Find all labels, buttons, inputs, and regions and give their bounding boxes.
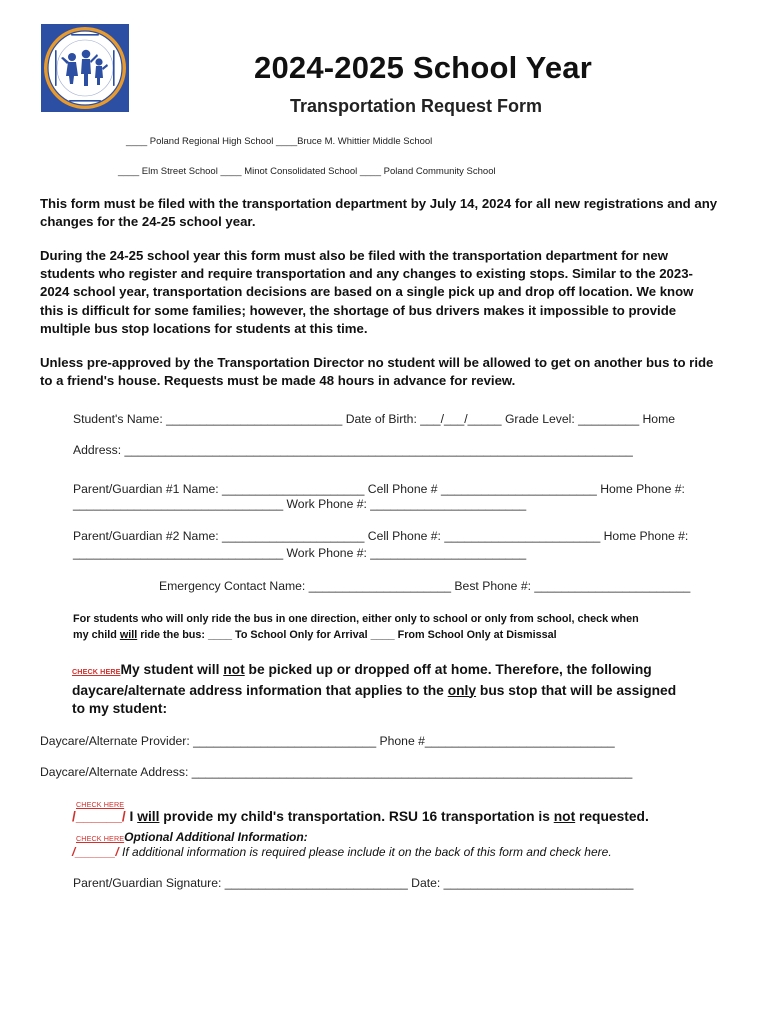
page-title: 2024-2025 School Year: [254, 50, 592, 85]
guardian-2-name-field: Parent/Guardian #2 Name: _____________________ Cell Phone #: _______________________ Home Phone #:: [73, 529, 689, 543]
policy-paragraph: During the 24-25 school year this form must also be filed with the transportation department for new students who register and require transportation and any changes to existing stops. Similar to the 2023-2024 school year, transportation decisions are based on a single pick up and drop off location. We know this is difficult for some families; however, the shortage of bus drivers makes it impossible to provide multiple bus stop locations for students at this time.: [40, 248, 694, 336]
one-direction-line-2: [73, 628, 703, 644]
own-transport-check-here[interactable]: CHECK HERE: [76, 800, 125, 809]
daycare-text-not: not: [223, 662, 245, 677]
form-subtitle: Transportation Request Form: [290, 96, 543, 116]
own-transport-text-b: provide my child's transportation. RSU 16 transportation is: [159, 809, 554, 824]
emergency-contact-field: Emergency Contact Name: _____________________ Best Phone #: _______________________: [159, 579, 691, 593]
daycare-statement: [72, 661, 692, 719]
approval-paragraph: Unless pre-approved by the Transportation Director no student will be allowed to get on another bus to ride to a friend's house. Requests must be made 48 hours in advance for review.: [40, 355, 714, 389]
daycare-text-b: be picked up or dropped off at home. Therefore, the following daycare/alternate address information that applies to the: [72, 662, 652, 698]
optional-info-line: [72, 845, 612, 859]
home-address-field: Address: ___________________________________________________________________________: [73, 443, 633, 457]
own-transport-statement: [72, 809, 649, 824]
optional-blank[interactable]: /______/: [72, 845, 119, 859]
own-transport-will: will: [137, 809, 160, 824]
daycare-address-field: Daycare/Alternate Address: _________________________________________________________________: [40, 765, 633, 779]
optional-heading: Optional Additional Information:: [124, 830, 308, 844]
one-direction-options: ride the bus: ____ To School Only for Arrival ____ From School Only at Dismissal: [137, 628, 557, 641]
school-choice-line-2: ____ Elm Street School ____ Minot Consolidated School ____ Poland Community School: [118, 166, 496, 177]
own-transport-blank[interactable]: /______/: [72, 809, 126, 824]
daycare-text-only: only: [447, 682, 477, 698]
district-seal-icon: [41, 24, 129, 112]
student-name-field: Student's Name: __________________________ Date of Birth: ___/___/_____ Grade Level: _________ Home: [73, 412, 676, 426]
one-direction-will: will: [119, 628, 138, 641]
daycare-check-here[interactable]: CHECK HERE: [72, 667, 121, 676]
guardian-1-name-field: Parent/Guardian #1 Name: _____________________ Cell Phone # _______________________ Home Phone #:: [73, 482, 685, 496]
deadline-paragraph: This form must be filed with the transportation department by July 14, 2024 for all new registrations and any changes for the 24-25 school year.: [40, 196, 718, 230]
one-direction-line-1: For students who will only ride the bus in one direction, either only to school or only from school, check when: [73, 613, 639, 625]
optional-check-here[interactable]: CHECK HERE: [76, 834, 125, 843]
guardian-2-work-phone-field: _______________________________ Work Phone #: _______________________: [73, 546, 527, 560]
optional-text: If additional information is required please include it on the back of this form and check here.: [118, 845, 612, 859]
daycare-text-c: bus stop that will be assigned to my student:: [72, 682, 677, 716]
daycare-text-a: My student will: [120, 662, 224, 677]
one-direction-note: [73, 612, 703, 643]
school-choice-line-1: ____ Poland Regional High School ____Bruce M. Whittier Middle School: [126, 136, 433, 147]
signature-field: Parent/Guardian Signature: ___________________________ Date: ____________________________: [73, 876, 634, 890]
daycare-provider-field: Daycare/Alternate Provider: ___________________________ Phone #____________________________: [40, 734, 615, 748]
own-transport-not: not: [553, 809, 576, 824]
optional-heading-row: [76, 828, 308, 846]
one-direction-text: my child: [73, 628, 120, 641]
own-transport-text-c: requested.: [575, 809, 649, 824]
own-transport-text-a: I: [125, 809, 138, 824]
guardian-1-work-phone-field: _______________________________ Work Phone #: _______________________: [73, 497, 527, 511]
